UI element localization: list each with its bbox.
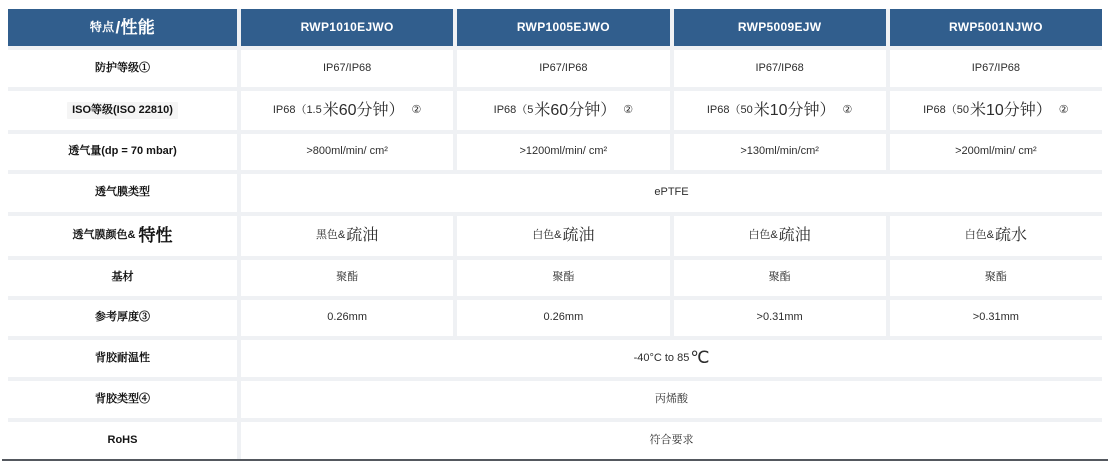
membrane-color-cell xyxy=(674,216,886,256)
substrate-cell: 聚酯 xyxy=(241,260,453,296)
row-label-rohs: RoHS xyxy=(8,422,237,460)
thickness-cell: >0.31mm xyxy=(674,300,886,336)
thickness-cell: 0.26mm xyxy=(457,300,669,336)
header-cell-product-4: RWP5001NJWO xyxy=(890,9,1102,46)
spec-comparison-table xyxy=(8,9,1102,460)
row-label-thickness: 参考厚度③ xyxy=(8,300,237,336)
row-label-membrane-color xyxy=(8,216,237,256)
row-label-membrane-type: 透气膜类型 xyxy=(8,174,237,212)
row-label-substrate: 基材 xyxy=(8,260,237,296)
header-cell-feature xyxy=(8,9,237,46)
iso-pre: IP68（1.5 xyxy=(272,103,322,116)
iso-pre: IP68（50 xyxy=(706,103,753,116)
substrate-cell: 聚酯 xyxy=(457,260,669,296)
substrate-cell: 聚酯 xyxy=(674,260,886,296)
rohs-merged-cell: 符合要求 xyxy=(241,422,1102,460)
thickness-cell: >0.31mm xyxy=(890,300,1102,336)
thickness-cell: 0.26mm xyxy=(241,300,453,336)
feature-label-small: 特点 xyxy=(89,20,115,34)
temp-value-big: ℃ xyxy=(690,347,710,367)
iso-label-highlight: ISO等级(ISO 22810) xyxy=(67,102,178,120)
airflow-cell: >1200ml/min/ cm² xyxy=(457,134,669,170)
protection-cell: IP67/IP68 xyxy=(241,50,453,87)
membrane-color-cell xyxy=(890,216,1102,256)
color-small: 黑色& xyxy=(315,229,346,242)
membrane-type-merged-cell: ePTFE xyxy=(241,174,1102,212)
header-cell-product-1: RWP1010EJWO xyxy=(241,9,453,46)
iso-pre: IP68（50 xyxy=(923,103,969,116)
iso-big: 米60分钟） xyxy=(322,101,405,119)
color-big: 疏水 xyxy=(995,227,1028,244)
iso-cell xyxy=(674,91,886,130)
color-big: 疏油 xyxy=(778,227,811,244)
iso-cell xyxy=(890,91,1102,130)
iso-footnote: ② xyxy=(411,103,422,116)
membrane-color-cell xyxy=(457,216,669,256)
temp-value-small: -40°C to 85 xyxy=(633,351,690,364)
airflow-cell: >200ml/min/ cm² xyxy=(890,134,1102,170)
table-bottom-divider xyxy=(2,459,1108,461)
row-label-adhesive-type: 背胶类型④ xyxy=(8,381,237,418)
row-label-iso xyxy=(8,91,237,130)
iso-cell xyxy=(457,91,669,130)
row-label-airflow: 透气量(dp = 70 mbar) xyxy=(8,134,237,170)
header-cell-product-3: RWP5009EJW xyxy=(674,9,886,46)
iso-pre: IP68（5 xyxy=(493,103,534,116)
temp-resistance-merged-cell xyxy=(241,340,1102,377)
color-big: 疏油 xyxy=(562,227,595,244)
iso-big: 米10分钟） xyxy=(753,101,836,119)
airflow-cell: >130ml/min/cm² xyxy=(674,134,886,170)
protection-cell: IP67/IP68 xyxy=(674,50,886,87)
color-small: 白色& xyxy=(532,229,562,242)
membrane-color-cell xyxy=(241,216,453,256)
iso-big: 米60分钟） xyxy=(534,101,617,119)
iso-footnote: ② xyxy=(1058,103,1069,116)
row-label-temp-resistance: 背胶耐温性 xyxy=(8,340,237,377)
color-small: 白色& xyxy=(964,229,995,242)
iso-footnote: ② xyxy=(623,103,634,116)
header-cell-product-2: RWP1005EJWO xyxy=(457,9,669,46)
airflow-cell: >800ml/min/ cm² xyxy=(241,134,453,170)
protection-cell: IP67/IP68 xyxy=(890,50,1102,87)
color-small: 白色& xyxy=(748,229,778,242)
color-big: 疏油 xyxy=(346,227,379,244)
iso-big: 米10分钟） xyxy=(969,101,1052,119)
feature-label-big: /性能 xyxy=(115,17,156,37)
iso-cell xyxy=(241,91,453,130)
protection-cell: IP67/IP68 xyxy=(457,50,669,87)
substrate-cell: 聚酯 xyxy=(890,260,1102,296)
membrane-color-label-big: 特性 xyxy=(138,226,173,246)
row-label-protection: 防护等级① xyxy=(8,50,237,87)
adhesive-type-merged-cell: 丙烯酸 xyxy=(241,381,1102,418)
iso-footnote: ② xyxy=(842,103,853,116)
membrane-color-label-small: 透气膜颜色& xyxy=(72,229,136,242)
